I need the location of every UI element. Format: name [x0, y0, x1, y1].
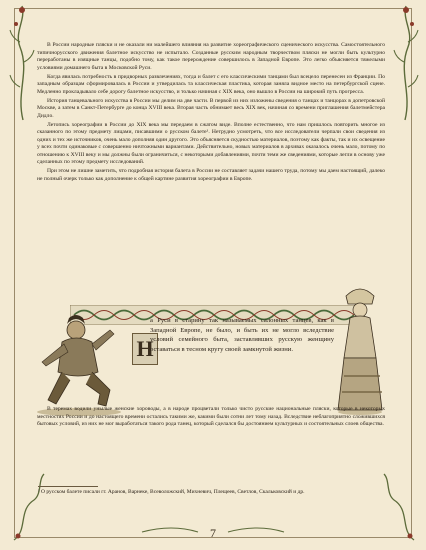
paragraph: При этом не лишне заметить, что подробная история балета в России не составляет задачи нашего труда, потому мы даем настоящий, далеко не полный очерк только как дополнение к общей картине развития хореографии в Европе. — [37, 168, 385, 182]
main-text-top — [37, 42, 385, 185]
left-floral-ornament-icon — [6, 2, 40, 122]
paragraph: История танцевального искусства в России мы делим на две части. В первой из них изложены сведения о танцах и танцорах в допетровской Москве, а затем в Санкт-Петербурге до конца XVIII века. Вторая часть обнимает весь XIX век, начиная со времени приглашения балетмейстера Дидло. — [37, 97, 385, 119]
paragraph: В теремах водили унылые женские хороводы, а в народе процветали только чисто русские национальные пляски, которые в некоторых местностях России и до настоящего времени остались такими же, какими были сотни лет тому назад. Вследствие неблагоприятно сложившихся бытовых условий, из них не мог выработаться такого рода танец, который сделался бы достоянием культурных и состоятельных слоев общества. — [37, 406, 385, 427]
page-number: 7 — [210, 526, 216, 540]
paragraph: Летопись хореографии в России до XIX века мы передаем в сжатом виде. Вполне естественно, что нам пришлось повторить многое из сказанного по этому предмету лицами, писавшими о русском балете¹. Нетрудно усмотреть, что все исследователи черпали свои сведения из одних и тех же источников, очень мало дополняя один другого. Это объясняется скудностью материалов, поэтому как факты, так и их освещение у всех почти одинаковые с совершенно ничтожными вариантами. Действительно, новых материалов в архивах оказалось очень мало, потому по отношению к XVIII веку и мы должны были ограничиться, с некоторыми добавлениями, почти теми же сведениями, которые легли в основу уже сделанных по этому предмету исследований. — [37, 121, 385, 165]
paragraph: Когда явилась потребность в придворных развлечениях, тогда и балет с его классическими танцами был всецело перенесен из Франции. По западным образцам сформировалась в России и утвердилась та классическая пластика, которая заняла видное место на петербургской сцене. Медленно прокладывало себе дорогу балетное искусство, и только начиная с XIX века, оно вышло в России на широкий путь прогресса. — [37, 73, 385, 95]
main-text-middle — [150, 316, 334, 354]
dancing-man-illustration-icon — [24, 308, 134, 418]
russian-woman-illustration-icon — [332, 286, 388, 416]
main-text-bottom — [37, 406, 385, 430]
footnote: ¹ О русском балете писали гг. Аранов, Варнеке, Всеволожский, Михневич, Плещеев, Светлов, Скальковский и др. — [38, 489, 305, 495]
drop-cap-letter: Н — [136, 336, 154, 361]
footnote-rule — [38, 486, 98, 487]
paragraph: В России народные пляски и не оказали ни малейшего влияния на развитие хореографического сценического искусства. Самостоятельного типичнорусского движения балетное искусство не испытало. Созданные русским народным творчеством пляски не могли быть культурно переработаны в изящные танцы, подобно тому, как такое перерождение совершилось в Западной Европе. Это легко объясняется тяжелыми условиями домашнего быта в Московской Руси. — [37, 42, 385, 71]
paragraph: а Руси в старину так называемых салонных танцев, как в Западной Европе, не было, и быть их не могло вследствие условий семейного быта, заставлявших русскую женщину оставаться в тесном кругу своей замкнутой жизни. — [150, 317, 334, 353]
right-floral-ornament-icon — [388, 2, 422, 122]
